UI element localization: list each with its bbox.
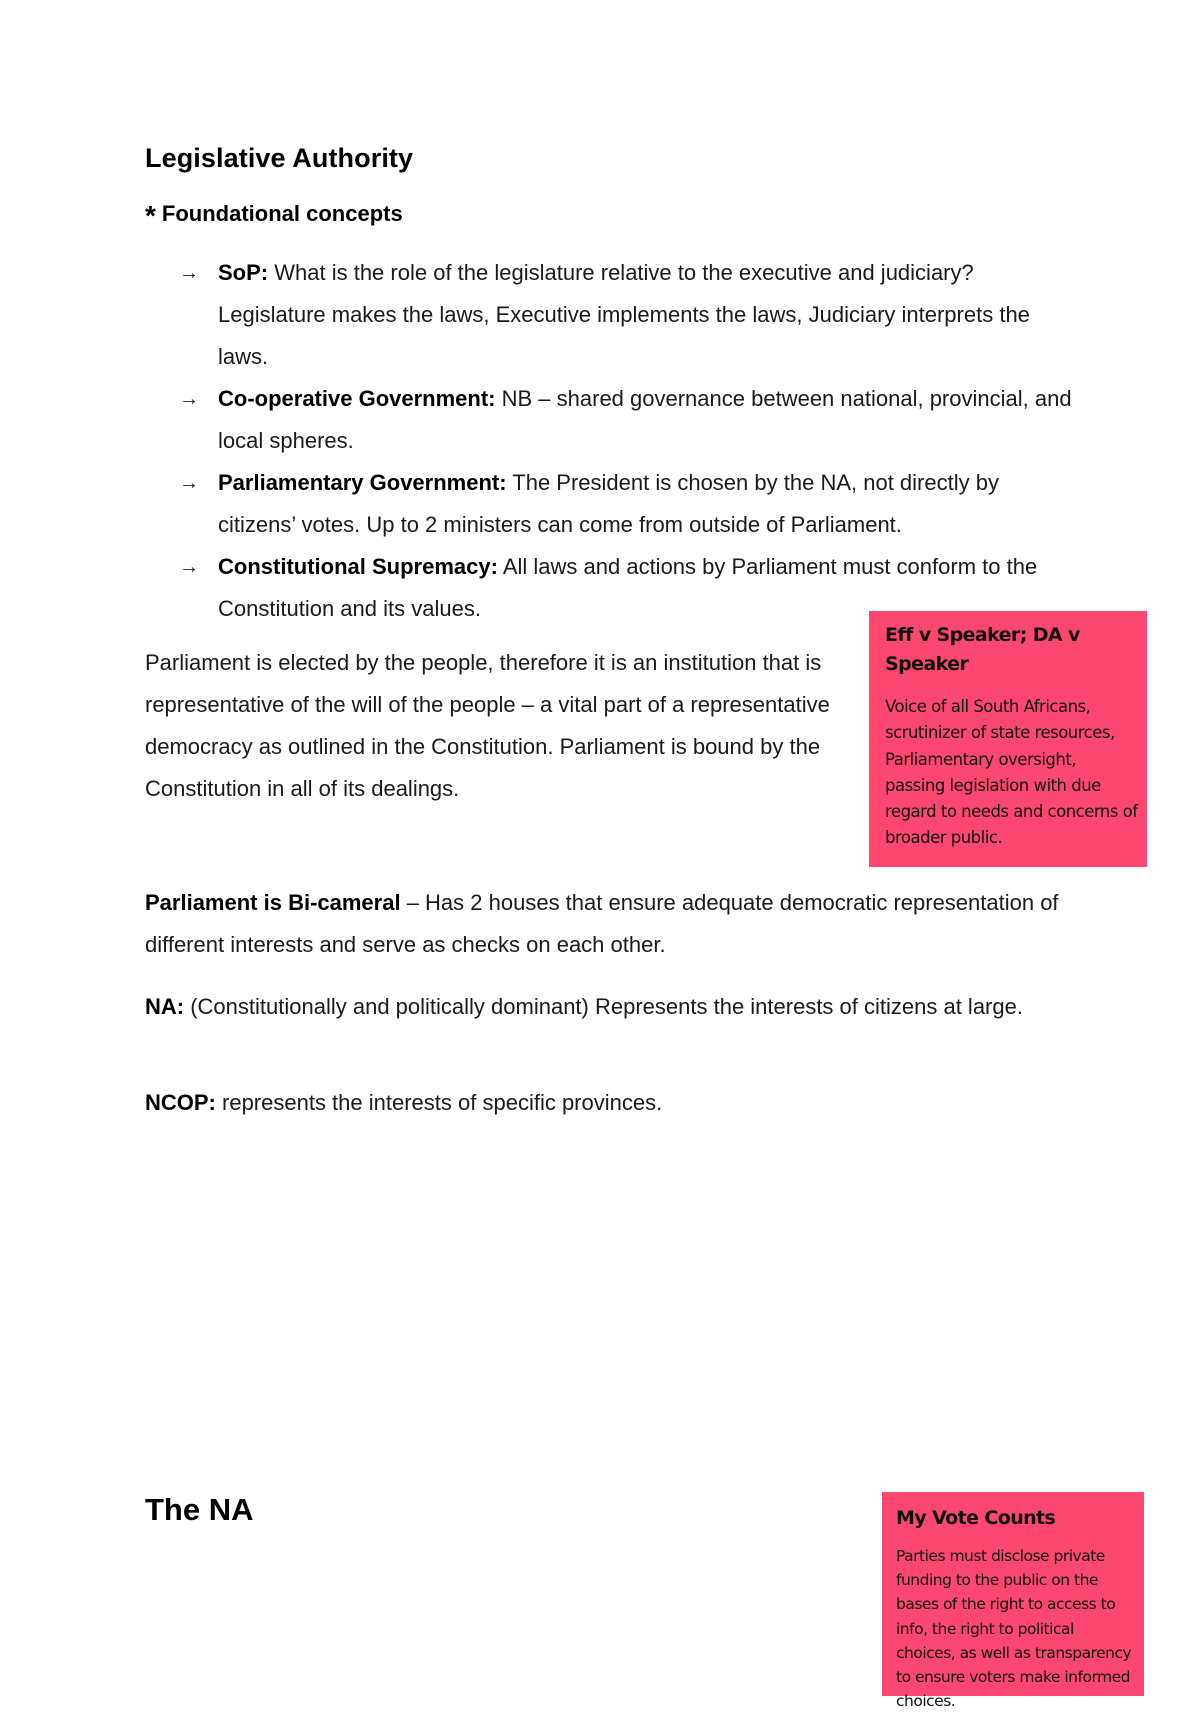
na-text: (Constitutionally and politically dominant) Represents the interests of citizens at large. bbox=[184, 994, 1023, 1019]
ncop-paragraph bbox=[145, 1082, 1075, 1124]
case-note-heading: Eff v Speaker; DA v Speaker bbox=[885, 624, 1080, 675]
concept-list bbox=[145, 252, 1075, 630]
concept-term: SoP: bbox=[218, 260, 269, 285]
concept-term: Constitutional Supremacy: bbox=[218, 554, 498, 579]
bicameral-text: – Has 2 houses that ensure adequate democratic representation of different interests and serve as checks on each other. bbox=[145, 890, 1059, 957]
case-note-box bbox=[882, 1492, 1144, 1711]
list-item bbox=[145, 378, 1075, 462]
bicameral-term: Parliament is Bi-cameral bbox=[145, 890, 401, 915]
na-term: NA: bbox=[145, 994, 185, 1019]
concept-text: The President is chosen by the NA, not directly by citizens’ votes. Up to 2 ministers can come from outside of Parliament. bbox=[218, 470, 999, 537]
arrow-icon: → bbox=[179, 472, 199, 494]
asterisk-bullet: * bbox=[145, 200, 156, 231]
arrow-icon: → bbox=[179, 388, 199, 410]
section-heading-na: The NA bbox=[145, 1492, 254, 1527]
arrow-icon: → bbox=[179, 262, 199, 284]
na-paragraph bbox=[145, 986, 1075, 1028]
section-subheading bbox=[145, 196, 403, 231]
arrow-icon: → bbox=[179, 556, 199, 578]
case-note-box bbox=[869, 611, 1147, 867]
subheading-text: Foundational concepts bbox=[161, 201, 403, 226]
parliament-paragraph: Parliament is elected by the people, therefore it is an institution that is representative of the will of the people – a vital part of a representative democracy as outlined in the Constitution. Parliament is bound by the Constitution in all of its dealings. bbox=[145, 650, 830, 801]
concept-term: Co-operative Government: bbox=[218, 386, 496, 411]
case-note-heading: My Vote Counts bbox=[896, 1507, 1056, 1529]
list-item bbox=[145, 252, 1075, 378]
bicameral-paragraph bbox=[145, 882, 1075, 966]
ncop-term: NCOP: bbox=[145, 1090, 216, 1115]
concept-text: NB – shared governance between national, provincial, and local spheres. bbox=[218, 386, 1072, 453]
concept-term: Parliamentary Government: bbox=[218, 470, 507, 495]
case-note-body: Parties must disclose private funding to the public on the bases of the right to access to info, the right to political choices, as well as transparency to ensure voters make informed choices. bbox=[896, 1547, 1132, 1711]
list-item bbox=[145, 462, 1075, 546]
page-title: Legislative Authority bbox=[145, 143, 414, 173]
concept-text: All laws and actions by Parliament must conform to the Constitution and its values. bbox=[218, 554, 1038, 621]
ncop-text: represents the interests of specific provinces. bbox=[215, 1090, 663, 1115]
case-note-body: Voice of all South Africans, scrutinizer of state resources, Parliamentary oversight, passing legislation with due regard to needs and concerns of broader public. bbox=[885, 697, 1138, 848]
concept-text: What is the role of the legislature relative to the executive and judiciary? Legislature makes the laws, Executive implements the laws, Judiciary interprets the laws. bbox=[218, 260, 1030, 369]
